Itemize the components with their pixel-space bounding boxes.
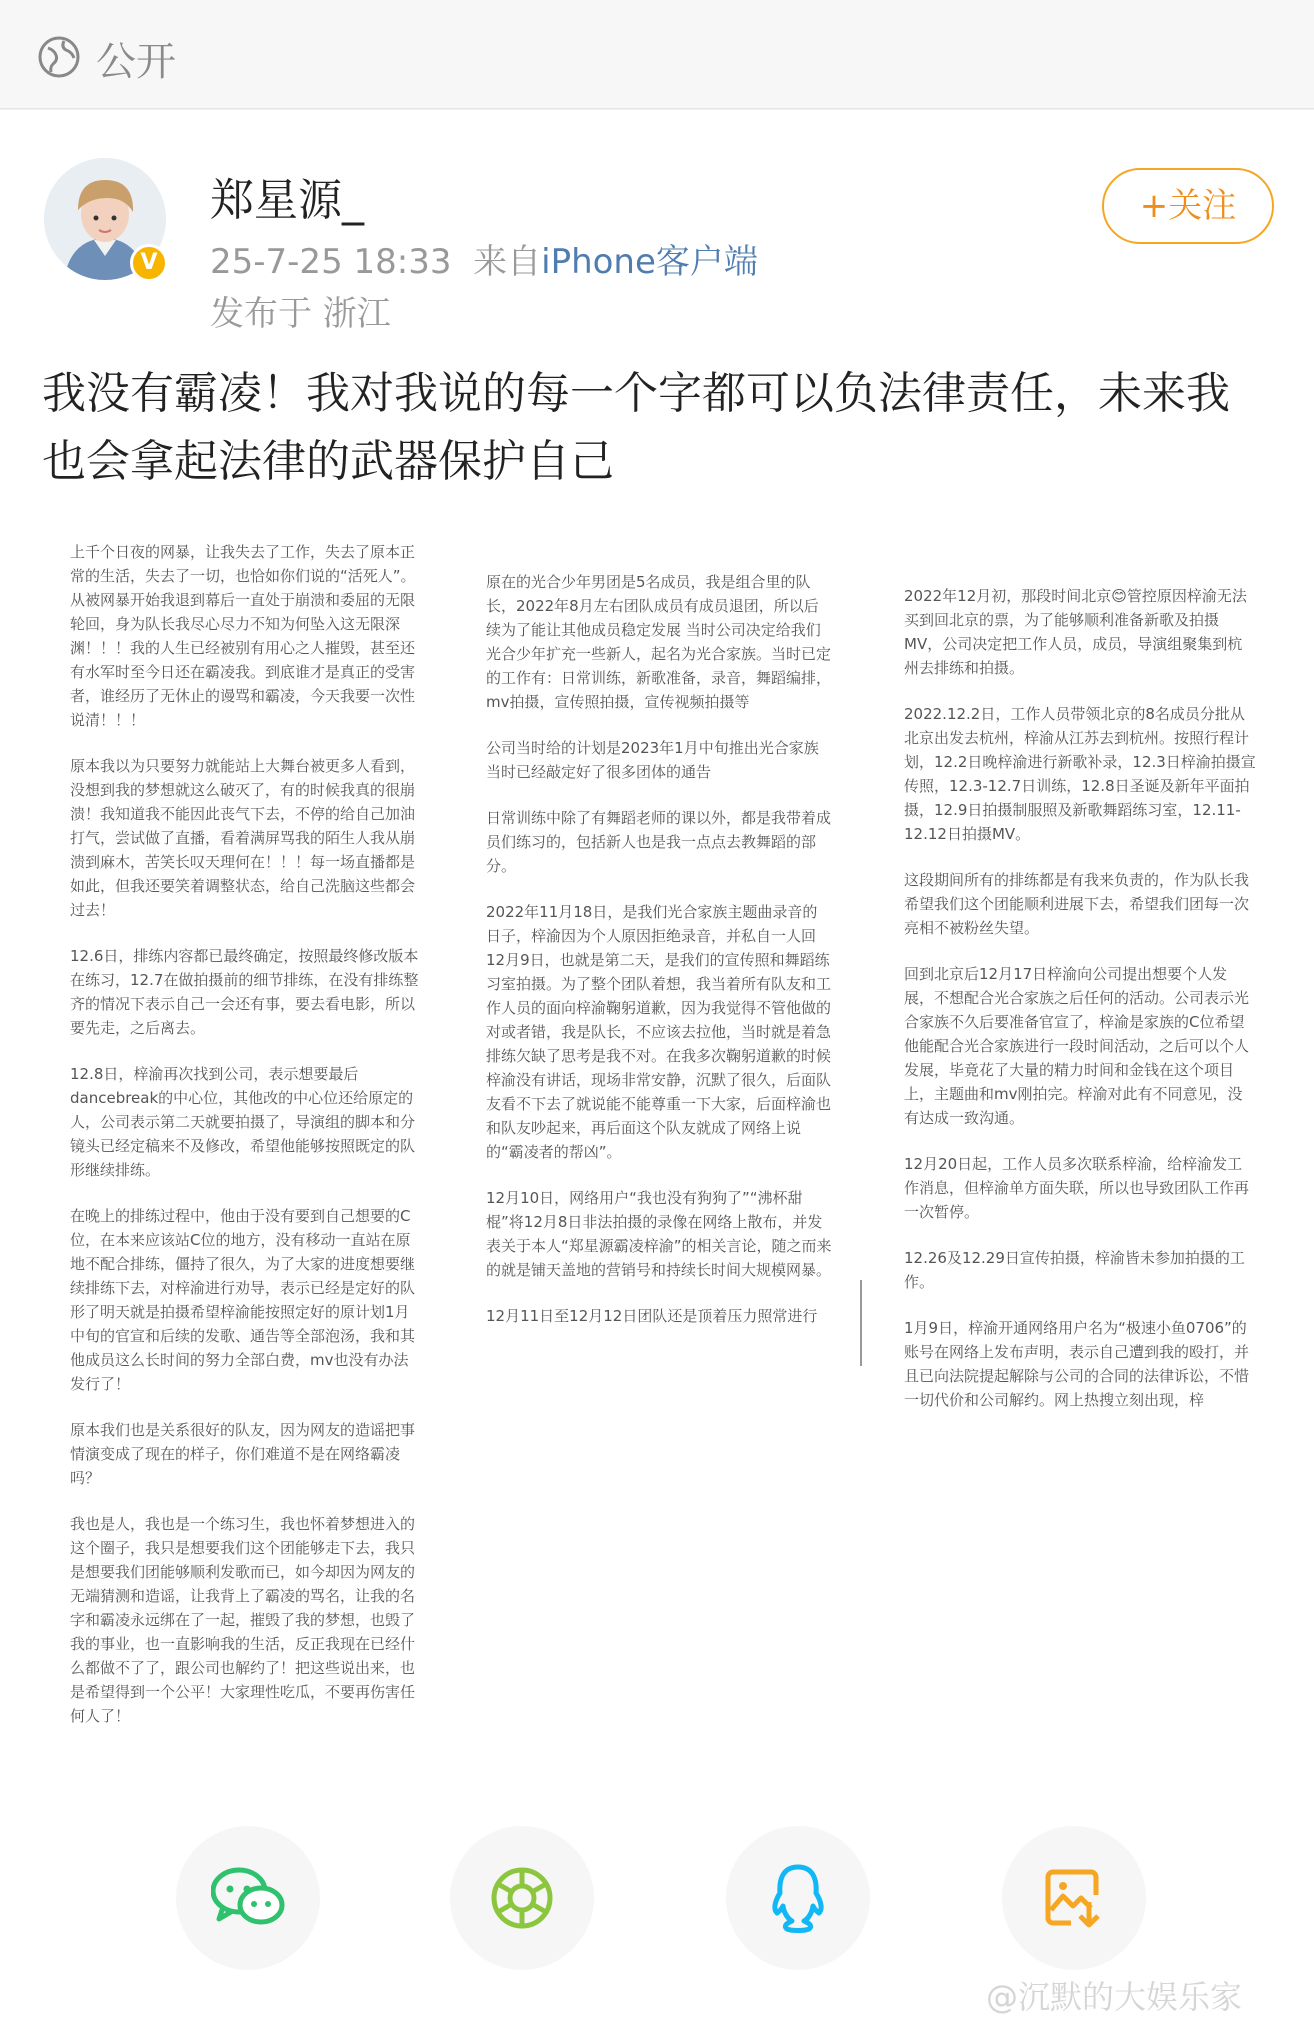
statement-column-2: [486, 570, 832, 1350]
save-image-icon: [1043, 1866, 1105, 1930]
paragraph: 在晚上的排练过程中，他由于没有要到自己想要的C位，在本来应该站C位的地方，没有移动一直站在原地不配合排练，僵持了很久，为了大家的进度想要继续排练下去，对梓渝进行劝导，表示已经是定好的队形了明天就是拍摄希望梓渝能按照定好的原计划1月中旬的官宣和后续的发歌、通告等全部泡汤，我和其他成员这么长时间的努力全部白费，mv也没有办法发行了！: [70, 1207, 416, 1393]
follow-button[interactable]: +关注: [1102, 168, 1274, 244]
paragraph: 回到北京后12月17日梓渝向公司提出想要个人发展，不想配合光合家族之后任何的活动。公司表示光合家族不久后要准备官宣了，梓渝是家族的C位希望他能配合光合家族进行一段时间活动，之后可以个人发展，毕竟花了大量的精力时间和金钱在这个项目上，主题曲和mv刚拍完。梓渝对此有不同意见，没有达成一致沟通。: [904, 965, 1250, 1127]
paragraph: 12.26及12.29日宣传拍摄，梓渝皆未参加拍摄的工作。: [904, 1249, 1245, 1291]
paragraph: 12月10日，网络用户“我也没有狗狗了”“沸杯甜棍”将12月8日非法拍摄的录像在网络上散布，并发表关于本人“郑星源霸凌梓渝”的相关言论，随之而来的就是铺天盖地的营销号和持续长时间大规模网暴。: [486, 1189, 832, 1279]
globe-icon: [38, 36, 80, 78]
verified-v-icon: V: [130, 244, 168, 282]
paragraph: 上千个日夜的网暴，让我失去了工作，失去了原本正常的生活，失去了一切，也恰如你们说的“活死人”。从被网暴开始我退到幕后一直处于崩溃和委屈的无限轮回，身为队长我尽心尽力不知为何坠入这无限深渊！！！我的人生已经被别有用心之人摧毁，甚至还有水军时至今日还在霸凌我。到底谁才是真正的受害者，谁经历了无休止的谩骂和霸凌，今天我要一次性说清！！！: [70, 543, 416, 729]
visibility-bar: [0, 0, 1314, 109]
wechat-share-button[interactable]: [176, 1826, 320, 1970]
moments-share-button[interactable]: [450, 1826, 594, 1970]
timestamp: 25-7-25 18:33: [210, 242, 452, 282]
paragraph: 12月20日起，工作人员多次联系梓渝，给梓渝发工作消息，但梓渝单方面失联，所以也导致团队工作再一次暂停。: [904, 1155, 1250, 1221]
paragraph: 原本我以为只要努力就能站上大舞台被更多人看到，没想到我的梦想就这么破灭了，有的时候我真的很崩溃！我知道我不能因此丧气下去，不停的给自己加油打气，尝试做了直播，看着满屏骂我的陌生人我从崩溃到麻木，苦笑长叹天理何在！！！每一场直播都是如此，但我还要笑着调整状态，给自己洗脑这些都会过去！: [70, 757, 416, 919]
client-link[interactable]: iPhone客户端: [541, 242, 758, 282]
post-location: 发布于 浙江: [210, 294, 391, 334]
paragraph: 公司当时给的计划是2023年1月中旬推出光合家族当时已经敲定好了很多团体的通告: [486, 739, 819, 781]
paragraph: 原在的光合少年男团是5名成员，我是组合里的队长，2022年8月左右团队成员有成员退团，所以后续为了能让其他成员稳定发展 当时公司决定给我们光合少年扩充一些新人，起名为光合家族。当时已定的工作有：日常训练，新歌准备，录音，舞蹈编排，mv拍摄，宣传照拍摄，宣传视频拍摄等: [486, 573, 832, 711]
paragraph: 2022年12月初，那段时间北京😊管控原因梓渝无法买到回北京的票，为了能够顺利准备新歌及拍摄MV，公司决定把工作人员，成员，导演组聚集到杭州去排练和拍摄。: [904, 587, 1247, 677]
wechat-icon: [211, 1867, 285, 1929]
paragraph: 我也是人，我也是一个练习生，我也怀着梦想进入的这个圈子，我只是想要我们这个团能够走下去，我只是想要我们团能够顺利发歌而已，如今却因为网友的无端猜测和造谣，让我背上了霸凌的骂名，让我的名字和霸凌永远绑在了一起，摧毁了我的梦想，也毁了我的事业，也一直影响我的生活，反正我现在已经什么都做不了了，跟公司也解约了！把这些说出来，也是希望得到一个公平！大家理性吃瓜，不要再伤害任何人了！: [70, 1515, 416, 1725]
qq-share-button[interactable]: [726, 1826, 870, 1970]
source-prefix: 来自: [473, 242, 542, 282]
paragraph: 12.8日，梓渝再次找到公司，表示想要最后dancebreak的中心位，其他改的中心位还给原定的人，公司表示第二天就要拍摄了，导演组的脚本和分镜头已经定稿来不及修改，希望他能够按照既定的队形继续排练。: [70, 1065, 416, 1179]
paragraph: 原本我们也是关系很好的队友，因为网友的造谣把事情演变成了现在的样子，你们难道不是在网络霸凌吗？: [70, 1421, 416, 1487]
visibility-label: 公开: [96, 39, 176, 85]
qq-icon: [769, 1863, 827, 1933]
username[interactable]: 郑星源_: [210, 175, 364, 226]
paragraph: 2022年11月18日，是我们光合家族主题曲录音的日子，梓渝因为个人原因拒绝录音，并私自一人回12月9日，也就是第二天，是我们的宣传照和舞蹈练习室拍摄。为了整个团队着想，我当着所有队友和工作人员的面向梓渝鞠躬道歉，因为我觉得不管他做的对或者错，我是队长，不应该去拉他，当时就是着急排练欠缺了思考是我不对。在我多次鞠躬道歉的时候梓渝没有讲话，现场非常安静，沉默了很久，后面队友看不下去了就说能不能尊重一下大家，后面梓渝也和队友吵起来，再后面这个队友就成了网络上说的“霸凌者的帮凶”。: [486, 903, 832, 1161]
moments-icon: [489, 1865, 555, 1931]
paragraph: 12.6日，排练内容都已最终确定，按照最终修改版本在练习，12.7在做拍摄前的细节排练，在没有排练整齐的情况下表示自己一会还有事，要去看电影，所以要先走，之后离去。: [70, 947, 419, 1037]
post-text: 我没有霸凌！我对我说的每一个字都可以负法律责任，未来我也会拿起法律的武器保护自己: [42, 368, 1230, 487]
paragraph: 这段期间所有的排练都是有我来负责的，作为队长我希望我们这个团能顺利进展下去，希望我们团每一次亮相不被粉丝失望。: [904, 871, 1250, 937]
paragraph: 1月9日，梓渝开通网络用户名为“极速小鱼0706”的账号在网络上发布声明，表示自己遭到我的殴打，并且已向法院提起解除与公司的合同的法律诉讼，不惜一切代价和公司解约。网上热搜立刻出现，梓: [904, 1319, 1250, 1409]
paragraph: 2022.12.2日，工作人员带领北京的8名成员分批从北京出发去杭州，梓渝从江苏去到杭州。按照行程计划，12.2日晚梓渝进行新歌补录，12.3日梓渝拍摄宣传照，12.3-12.7日训练，12.8日圣诞及新年平面拍摄，12.9日拍摄制服照及新歌舞蹈练习室，12.11-12.12日拍摄MV。: [904, 705, 1256, 843]
page-divider: [860, 1280, 862, 1366]
paragraph: 12月11日至12月12日团队还是顶着压力照常进行: [486, 1307, 818, 1325]
post-meta: [210, 234, 758, 283]
watermark: @沉默的大娱乐家: [986, 1978, 1243, 2016]
save-image-button[interactable]: [1002, 1826, 1146, 1970]
paragraph: 日常训练中除了有舞蹈老师的课以外，都是我带着成员们练习的，包括新人也是我一点点去教舞蹈的部分。: [486, 809, 832, 875]
statement-column-1: [70, 540, 420, 1750]
statement-column-3: [904, 584, 1256, 1434]
